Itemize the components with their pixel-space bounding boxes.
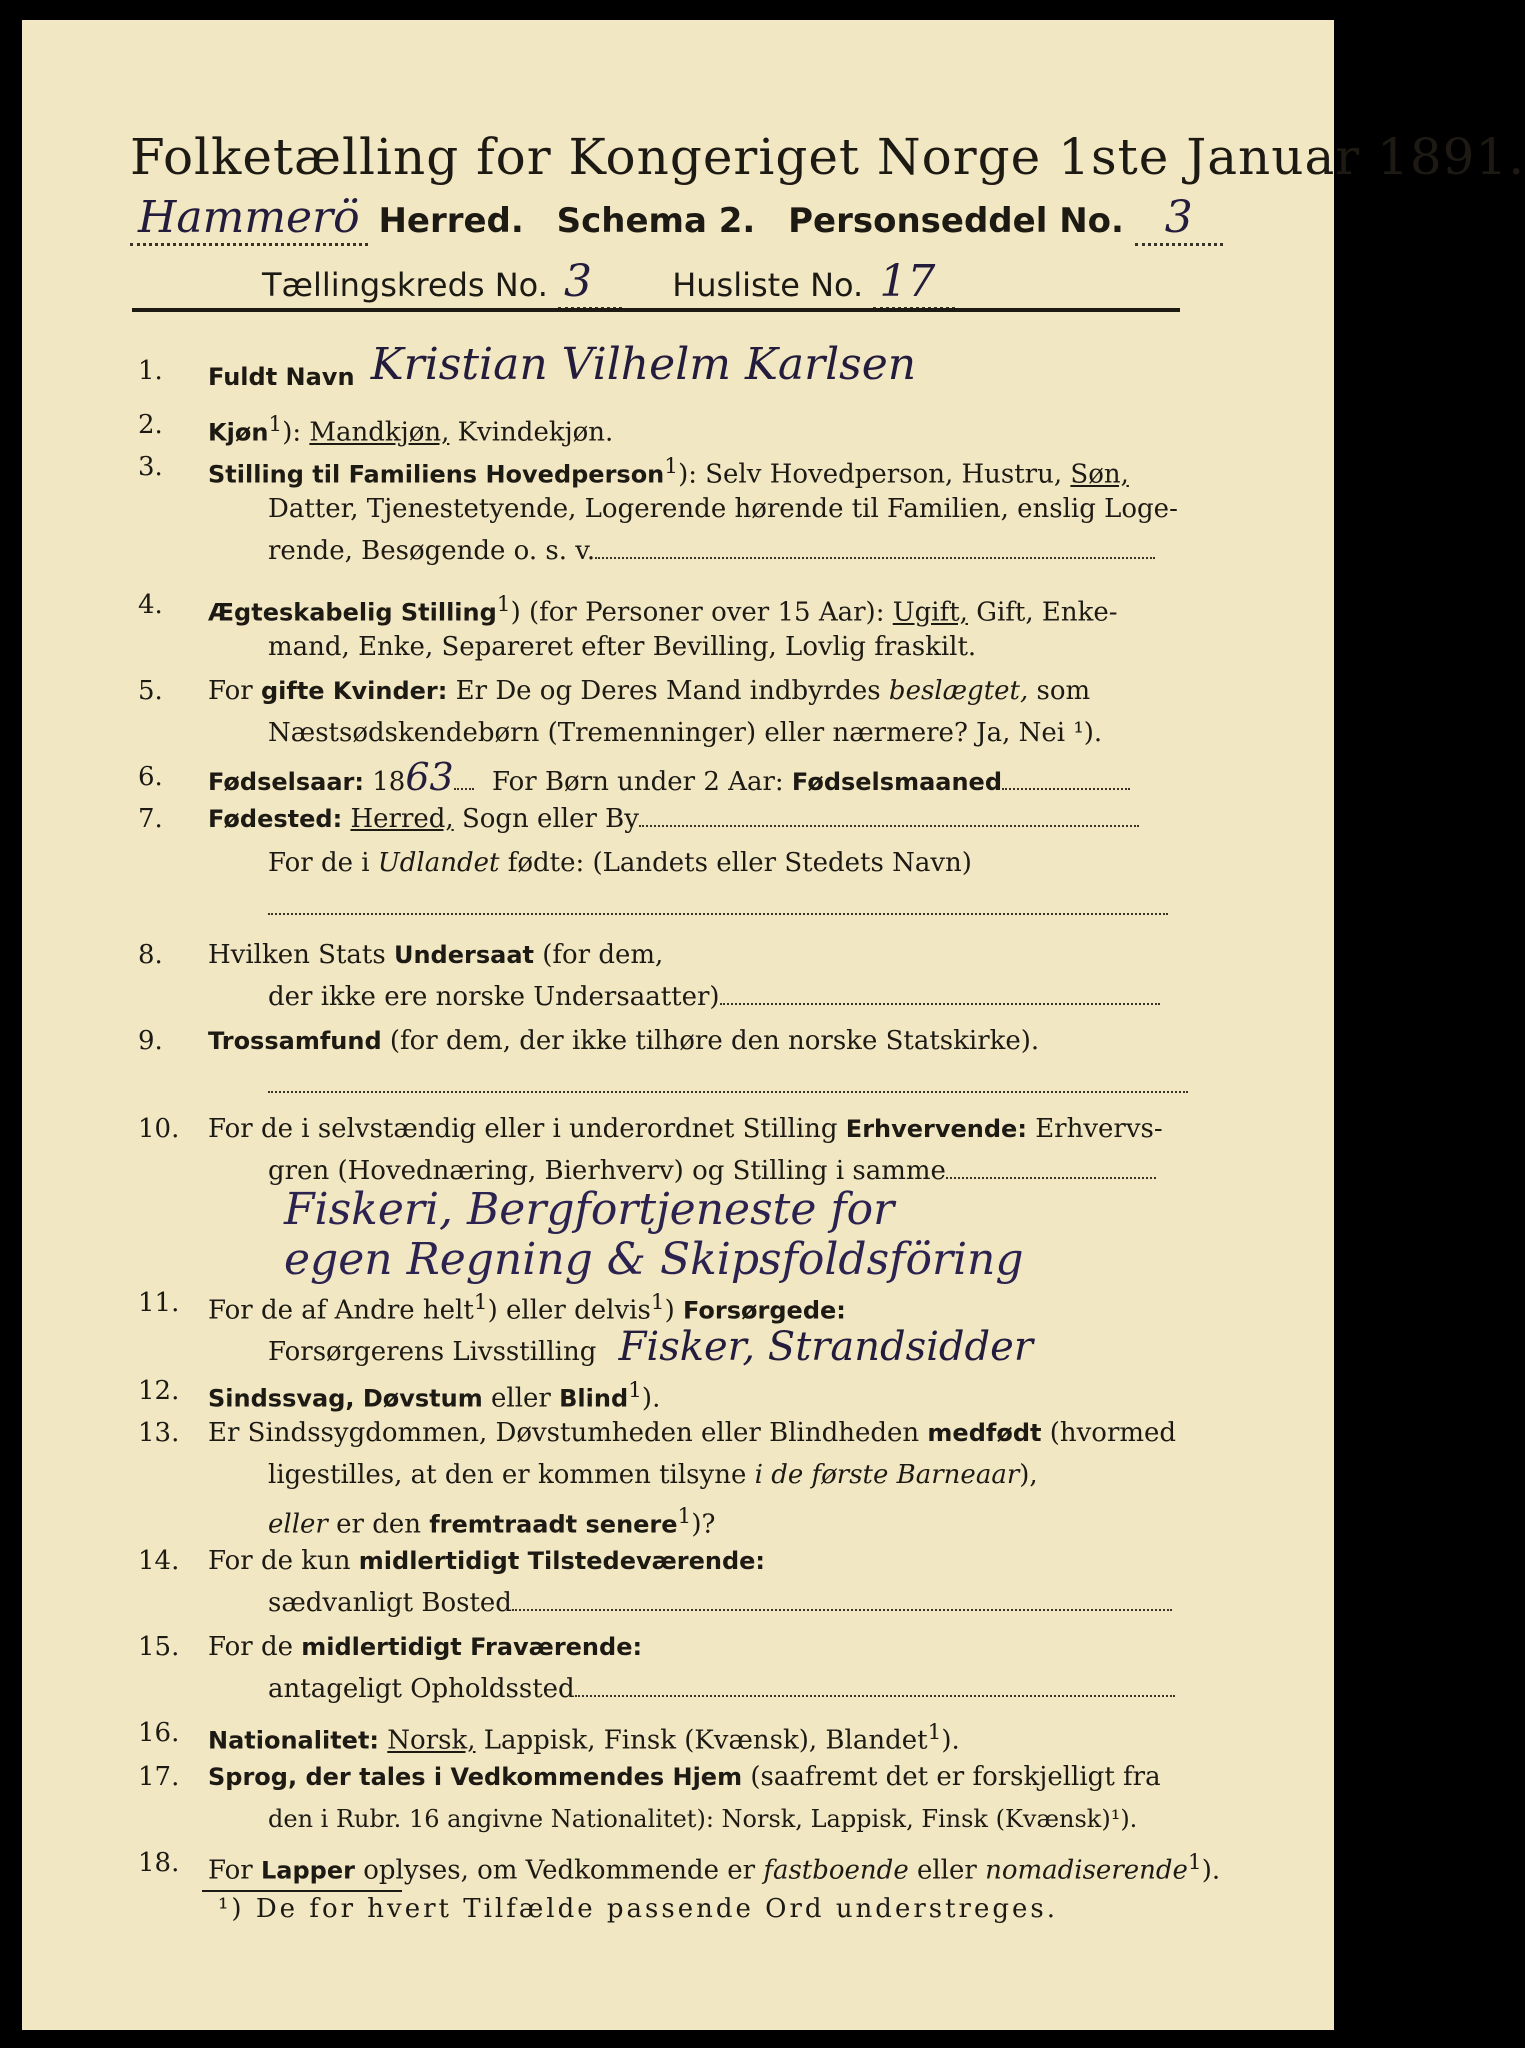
dotted-fill: [1002, 774, 1130, 790]
husliste-label: Husliste No.: [672, 266, 864, 304]
taellingskreds-label: Tællingskreds No.: [262, 266, 548, 304]
item-text: For: [208, 676, 253, 706]
item-text: sædvanligt Bosted: [268, 1588, 512, 1618]
status-unmarried: Ugift,: [892, 597, 968, 628]
item-text: eller: [268, 1509, 328, 1540]
form-title: Folketælling for Kongeriget Norge 1ste Januar 1891.: [130, 128, 1525, 186]
item-label: Fødselsaar:: [208, 768, 364, 796]
item-label: Ægteskabelig Stilling: [208, 598, 497, 627]
item-label: Erhvervende:: [845, 1115, 1027, 1143]
position-son: Søn,: [1070, 459, 1129, 490]
item-label: midlertidigt Fraværende:: [301, 1633, 643, 1661]
item-number: 17.: [138, 1762, 180, 1792]
item-number: 12.: [138, 1376, 180, 1406]
item-text: er den: [336, 1509, 421, 1540]
nationality-norsk: Norsk,: [387, 1725, 476, 1756]
item-number: 9.: [138, 1026, 163, 1056]
dotted-fill: [639, 811, 1139, 827]
item-text: Datter, Tjenestetyende, Logerende hørende til Familien, enslig Loge-: [268, 494, 1178, 524]
header-row-kreds: [262, 256, 955, 310]
item-number: 13.: [138, 1418, 180, 1448]
item-text: ).: [1201, 1855, 1221, 1886]
item-text: eller: [491, 1383, 551, 1414]
item-label: Kjøn: [208, 418, 269, 447]
herred-label: Herred.: [378, 201, 524, 241]
item-text: rende, Besøgende o. s. v.: [268, 536, 596, 566]
item-label: Forsørgede:: [683, 1296, 846, 1325]
occupation-handwriting-1: Fiskeri, Bergfortjeneste for: [284, 1184, 895, 1235]
item-number: 4.: [138, 590, 163, 620]
header-rule: [132, 308, 1180, 312]
item-label: Sprog, der tales i Vedkommendes Hjem: [208, 1763, 743, 1791]
census-form: Folketælling for Kongeriget Norge 1ste Januar 1891. Hammerö Herred. Schema 2. Personseddel No. 3 Tællingskreds No. 3 Husliste No. 17 1. Fuldt Navn Kristian Vilhelm Karlsen 2. Kjøn$^1$): Mandkjøn, Kvindekjøn. 3. Stilling til Familiens Hovedperson$^1$): Selv Hovedperson, Hustru, Søn, Datter, Tjenestetyende, Logerende hørende til Familien, enslig Loge- rende, Besøgende o. s. v. 4. Ægteskabelig Stilling$^1$) (for Personer over 15 Aar): Ugift, Gift, Enke- mand, Enke, Separeret efter Bevilling, Lovlig fraskilt. 5. For gifte Kvinder: Er De og Deres Mand indbyrdes beslægtet, som Næstsødskendebørn (Tremenninger) eller nærmere? Ja, Nei ¹). 6. Fødselsaar: 1863 For Børn under 2 Aar: Fødselsmaaned 7. Fødested: Herred, Sogn eller By For de i Udlandet fødte: (Landets eller Stedets Navn) 8. Hvilken Stats Undersaat (for dem, der ikke ere norske Undersaatter) 9. Trossamfund (for dem, der ikke tilhøre den norske Statskirke). 10. For de i selvstændig eller i underordnet Stilling Erhvervende: Erhvervs- gren (Hovednæring, Bierhverv) og Stilling i samme Fiskeri, Bergfortjeneste for egen Regning & Skipsfoldsföring 11. For de af Andre helt$^1$) eller delvis$^1$) Forsørgede: Forsørgerens Livsstilling Fisker, Strandsidder 12. Sindssvag, Døvstum eller Blind$^1$). 13. Er Sindssygdommen, Døvstumheden eller Blindheden medfødt (hvormed ligestilles, at den er kommen tilsyne i de første Barneaar), eller er den fremtraadt senere$^1$)? 14. For de kun midlertidigt Tilstedeværende: sædvanligt Bosted 15. For de midlertidigt Fraværende: antageligt Opholdssted 16. Nationalitet: Norsk, Lappisk, Finsk (Kvænsk), Blandet$^1$). 17. Sprog, der tales i Vedkommendes Hjem (saafremt det er forskjelligt fra den i Rubr. 16 angivne Nationalitet): Norsk, Lappisk, Finsk (Kvænsk)¹). 18. For Lapper oplyses, om Vedkommende er fastboende eller nomadiserende$^1$). ¹) De for hvert Tilfælde passende Ord understreges.: [22, 20, 1334, 2030]
item-number: 1.: [138, 356, 163, 386]
item-text: Hvilken Stats: [208, 940, 386, 970]
item-text: oplyses, om Vedkommende er: [363, 1855, 756, 1886]
item-number: 2.: [138, 410, 163, 440]
item-text: eller delvis: [506, 1295, 651, 1326]
footnote-mark: 1: [664, 454, 679, 479]
dotted-fill: [268, 1077, 1188, 1093]
item-text: (hvormed: [1049, 1418, 1177, 1448]
dotted-fill: [512, 1595, 1172, 1611]
supporter-occupation-value: Fisker, Strandsidder: [618, 1324, 1033, 1370]
occupation-handwriting-2: egen Regning & Skipsfoldsföring: [284, 1234, 1024, 1285]
item-text: mand, Enke, Separeret efter Bevilling, Lovlig fraskilt.: [268, 632, 977, 662]
dotted-fill: [575, 1681, 1175, 1697]
item-text: Næstsødskendebørn (Tremenninger) eller nærmere? Ja, Nei ¹).: [268, 718, 1103, 748]
item-label: Blind: [559, 1384, 629, 1413]
item-number: 7.: [138, 804, 163, 834]
item-text: For de af Andre helt: [208, 1295, 474, 1326]
dotted-fill: [268, 899, 1168, 915]
schema-label: Schema 2.: [556, 201, 756, 241]
gender-male: Mandkjøn,: [309, 417, 450, 448]
item-label: fremtraadt senere: [429, 1510, 678, 1539]
item-text: Selv Hovedperson, Hustru,: [705, 459, 1063, 490]
item-label: Fødselsmaaned: [791, 768, 1003, 796]
footnote: ¹) De for hvert Tilfælde passende Ord understreges.: [218, 1894, 1059, 1924]
item-text: fødte: (Landets eller Stedets Navn): [507, 848, 972, 878]
footnote-mark: 1: [496, 592, 511, 617]
item-text: antageligt Opholdssted: [268, 1674, 575, 1704]
item-text: Lappisk, Finsk (Kvænsk), Blandet: [483, 1725, 928, 1756]
item-number: 8.: [138, 940, 163, 970]
item-text: (for dem,: [542, 940, 664, 970]
item-label: Fuldt Navn: [208, 363, 355, 391]
item-text: For: [208, 1855, 253, 1886]
item-label: Stilling til Familiens Hovedperson: [208, 460, 665, 489]
herred-value: Hammerö: [130, 192, 368, 246]
item-text: For de i selvstændig eller i underordnet Stilling: [208, 1114, 838, 1144]
item-label: Sindssvag, Døvstum: [208, 1384, 483, 1413]
item-text: For de: [208, 1632, 293, 1662]
footnote-rule: [202, 1890, 402, 1892]
item-text: fastboende: [763, 1855, 909, 1886]
personseddel-label: Personseddel No.: [788, 201, 1124, 241]
item-text: Gift, Enke-: [976, 597, 1118, 628]
item-number: 15.: [138, 1632, 180, 1662]
item-text: der ikke ere norske Undersaatter): [268, 982, 720, 1012]
dotted-fill: [946, 1163, 1156, 1179]
item-text: ligestilles, at den er kommen tilsyne: [268, 1460, 747, 1490]
dotted-fill: [720, 989, 1160, 1005]
item-text: Forsørgerens Livsstilling: [268, 1337, 597, 1367]
footnote-mark: 1: [268, 412, 283, 437]
item-text: 18: [372, 767, 406, 797]
item-text: ).: [941, 1725, 960, 1756]
birth-year-value: 63: [405, 755, 454, 799]
item-number: 16.: [138, 1718, 180, 1748]
item-text: (for dem, der ikke tilhøre den norske Statskirke).: [389, 1026, 1040, 1056]
item-number: 5.: [138, 676, 163, 706]
item-text: nomadiserende: [985, 1855, 1188, 1886]
item-text: den i Rubr. 16 angivne Nationalitet): Norsk, Lappisk, Finsk (Kvænsk)¹).: [268, 1805, 1138, 1833]
item-number: 14.: [138, 1546, 180, 1576]
personseddel-value: 3: [1135, 192, 1223, 246]
item-text: For de i: [268, 848, 370, 878]
item-text: Er De og Deres Mand indbyrdes: [455, 676, 881, 706]
item-text: gren (Hovednæring, Bierhverv) og Stilling i samme: [268, 1156, 946, 1186]
item-text: ),: [1019, 1460, 1038, 1490]
item-label: Nationalitet:: [208, 1726, 380, 1755]
birthplace-herred: Herred,: [350, 804, 454, 834]
item-text: Udlandet: [377, 848, 500, 878]
item-text: beslægtet,: [888, 676, 1029, 706]
item-label: Fødested:: [208, 805, 343, 833]
item-text: som: [1036, 676, 1091, 706]
dotted-fill: [454, 774, 474, 790]
item-text: Erhvervs-: [1035, 1114, 1163, 1144]
item-number: 11.: [138, 1288, 180, 1318]
item-text: i de første Barneaar: [754, 1460, 1020, 1490]
item-label: Trossamfund: [208, 1027, 382, 1055]
item-text: (for Personer over 15 Aar):: [529, 597, 885, 628]
item-number: 10.: [138, 1114, 180, 1144]
item-label: midlertidigt Tilstedeværende:: [358, 1547, 766, 1575]
gender-female: Kvindekjøn.: [457, 417, 614, 448]
item-text: For de kun: [208, 1546, 351, 1576]
item-label: Lapper: [260, 1856, 355, 1885]
husliste-value: 17: [873, 256, 955, 310]
item-text: eller: [916, 1855, 977, 1886]
item-text: )?: [691, 1509, 716, 1540]
item-number: 6.: [138, 762, 163, 792]
item-text: Sogn eller By: [461, 804, 639, 834]
item-label: Undersaat: [393, 941, 534, 969]
header-row-herred: [130, 192, 1223, 246]
item-text: For Børn under 2 Aar:: [491, 767, 784, 797]
item-number: 18.: [138, 1848, 180, 1878]
full-name-value: Kristian Vilhelm Karlsen: [370, 339, 917, 390]
item-label: medfødt: [927, 1419, 1042, 1447]
item-number: 3.: [138, 452, 163, 482]
item-text: (saafremt det er forskjelligt fra: [750, 1762, 1161, 1792]
item-text: Er Sindssygdommen, Døvstumheden eller Blindheden: [208, 1418, 920, 1448]
taellingskreds-value: 3: [558, 256, 622, 310]
dotted-fill: [595, 543, 1155, 559]
item-label: gifte Kvinder:: [260, 677, 448, 705]
item-text: ).: [641, 1383, 661, 1414]
